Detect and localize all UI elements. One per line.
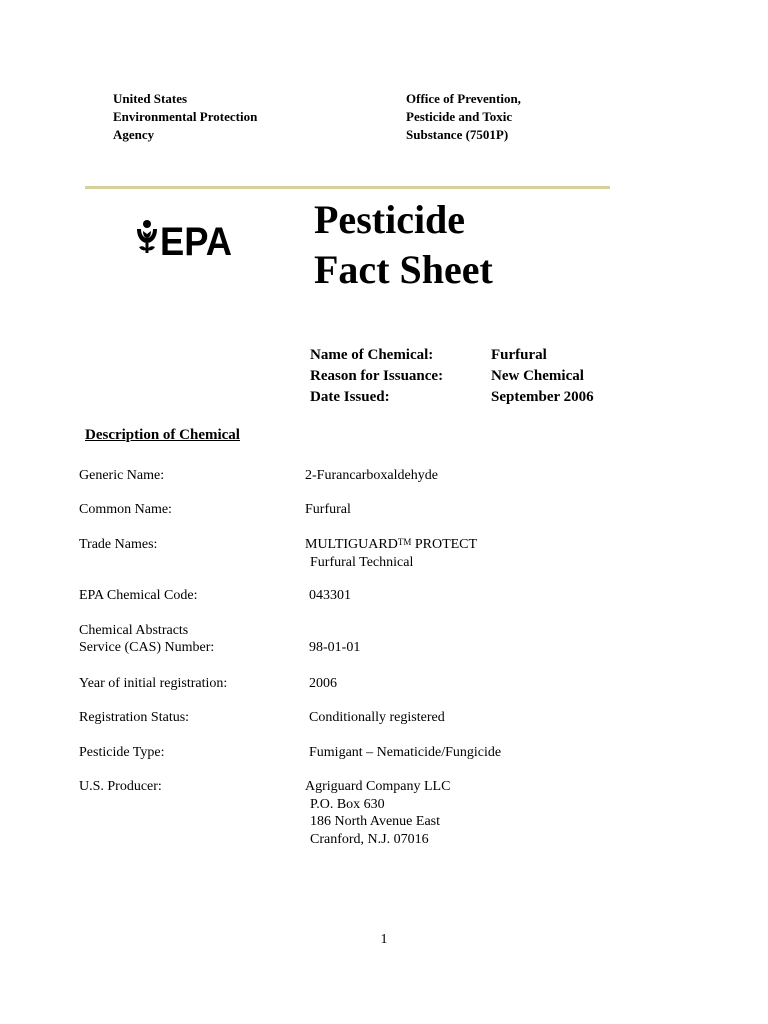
common-name-value: Furfural bbox=[305, 502, 351, 517]
cas-label-line-1: Chemical Abstracts bbox=[79, 623, 189, 638]
trade-name-rest: PROTECT bbox=[411, 537, 478, 552]
title-line-2: Fact Sheet bbox=[314, 247, 493, 292]
trade-name-main: MULTIGUARD bbox=[305, 537, 398, 552]
meta-label: Reason for Issuance: bbox=[310, 368, 444, 384]
meta-value: Furfural bbox=[491, 347, 547, 363]
producer-address bbox=[305, 778, 605, 848]
trade-names-value bbox=[305, 536, 605, 571]
office-line-3: Substance (7501P) bbox=[406, 127, 509, 142]
producer-line: 186 North Avenue East bbox=[310, 814, 440, 829]
year-value: 2006 bbox=[309, 676, 337, 691]
meta-row bbox=[310, 345, 594, 366]
producer-label: U.S. Producer: bbox=[79, 779, 162, 794]
generic-name-value: 2-Furancarboxaldehyde bbox=[305, 468, 438, 483]
section-heading: Description of Chemical bbox=[85, 427, 240, 443]
trade-names-label: Trade Names: bbox=[79, 537, 158, 552]
meta-row bbox=[310, 366, 594, 387]
agency-line-3: Agency bbox=[113, 127, 155, 142]
status-value: Conditionally registered bbox=[309, 710, 445, 725]
meta-label: Date Issued: bbox=[310, 389, 390, 405]
title-line-1: Pesticide bbox=[314, 197, 466, 242]
epa-code-label: EPA Chemical Code: bbox=[79, 588, 198, 603]
office-header bbox=[406, 90, 626, 144]
pesticide-type-value: Fumigant – Nematicide/Fungicide bbox=[309, 745, 502, 760]
generic-name-label: Generic Name: bbox=[79, 468, 165, 483]
producer-line: Agriguard Company LLC bbox=[305, 779, 451, 794]
header-divider bbox=[85, 186, 610, 189]
meta-label: Name of Chemical: bbox=[310, 347, 434, 363]
page-number: 1 bbox=[380, 932, 388, 947]
producer-line: Cranford, N.J. 07016 bbox=[310, 831, 429, 847]
cas-label bbox=[79, 622, 299, 656]
epa-logo-text: EPA bbox=[160, 220, 232, 259]
year-label: Year of initial registration: bbox=[79, 676, 228, 691]
trademark-mark: TM bbox=[397, 537, 412, 547]
status-label: Registration Status: bbox=[79, 710, 190, 725]
agency-header bbox=[113, 90, 333, 144]
agency-line-2: Environmental Protection bbox=[113, 109, 258, 124]
epa-logo bbox=[135, 217, 235, 259]
meta-value: September 2006 bbox=[491, 389, 594, 405]
issuance-info bbox=[310, 345, 594, 408]
office-line-1: Office of Prevention, bbox=[406, 91, 521, 106]
pesticide-type-label: Pesticide Type: bbox=[79, 745, 165, 760]
epa-code-value: 043301 bbox=[309, 588, 351, 603]
cas-label-line-2: Service (CAS) Number: bbox=[79, 640, 215, 655]
epa-flower-icon bbox=[137, 220, 157, 253]
meta-row bbox=[310, 387, 594, 408]
cas-value: 98-01-01 bbox=[309, 640, 361, 655]
common-name-label: Common Name: bbox=[79, 502, 172, 517]
agency-line-1: United States bbox=[113, 91, 188, 106]
trade-name-line-2: Furfural Technical bbox=[310, 554, 414, 570]
page-title bbox=[314, 195, 493, 295]
producer-line: P.O. Box 630 bbox=[310, 796, 385, 812]
meta-value: New Chemical bbox=[491, 368, 584, 384]
office-line-2: Pesticide and Toxic bbox=[406, 109, 513, 124]
